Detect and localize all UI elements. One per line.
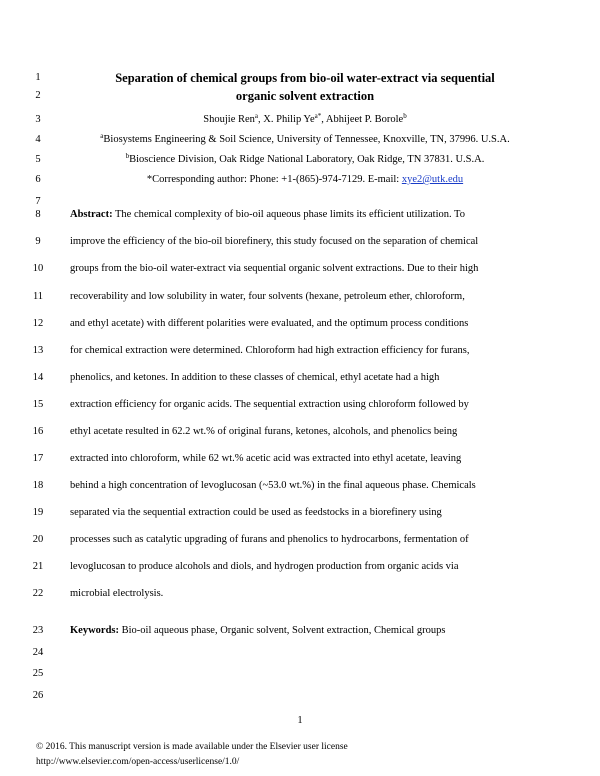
line-number: 24 [32,647,44,658]
abstract-line: improve the efficiency of the bio-oil biorefinery, this study focused on the separation of chemical [70,236,479,247]
line-number: 18 [32,480,44,491]
page-number: 1 [297,715,303,726]
author-name: Shoujie Ren [203,114,255,125]
abstract-line: extraction efficiency for organic acids. The sequential extraction using chloroform followed by [70,399,469,410]
line-number: 1 [35,72,41,83]
line-number: 22 [32,588,44,599]
line-number: 13 [32,345,44,356]
abstract-line: recoverability and low solubility in water, four solvents (hexane, petroleum ether, chloroform, [70,291,465,302]
line-number: 3 [35,114,41,125]
abstract-line: Abstract: The chemical complexity of bio-oil aqueous phase limits its efficient utilization. To [70,209,465,220]
affiliation-marker: b [403,112,407,120]
abstract-line: ethyl acetate resulted in 62.2 wt.% of original furans, ketones, alcohols, and phenolics being [70,426,458,437]
abstract-line: microbial electrolysis. [70,588,164,599]
abstract-line: levoglucosan to produce alcohols and diols, and hydrogen production from organic acids via [70,561,459,572]
line-number: 21 [32,561,44,572]
license-url[interactable]: http://www.elsevier.com/open-access/userlicense/1.0/ [36,757,240,767]
email-link[interactable]: xye2@utk.edu [401,174,464,185]
affiliation-b: $^b$Bioscience Division, Oak Ridge National Laboratory, Oak Ridge, TN 37831. U.S.A. [125,152,485,165]
affiliation-a: $^a$Biosystems Engineering & Soil Science, University of Tennessee, Knoxville, TN, 37996. U.S.A. [100,132,510,145]
abstract-line: separated via the sequential extraction could be used as feedstocks in a biorefinery using [70,507,442,518]
line-number: 14 [32,372,44,383]
author-list [70,114,540,126]
abstract-line: processes such as catalytic upgrading of furans and phenolics to hydrocarbons, fermentation of [70,534,469,545]
line-number: 10 [32,263,44,274]
line-number: 23 [32,625,44,636]
affiliation-marker: a* [314,112,322,120]
paper-title-line-1: Separation of chemical groups from bio-oil water-extract via sequential [115,71,495,85]
line-number: 8 [35,209,41,220]
line-number: 26 [32,690,44,701]
keywords-line: Keywords: Bio-oil aqueous phase, Organic solvent, Solvent extraction, Chemical groups [70,625,446,636]
abstract-line: for chemical extraction were determined. Chloroform had high extraction efficiency for furans, [70,345,470,356]
corresponding-author: *Corresponding author: Phone: +1-(865)-974-7129. E-mail: xye2@utk.edu [146,174,464,185]
abstract-label: Abstract: [70,209,113,220]
abstract-line: phenolics, and ketones. In addition to these classes of chemical, ethyl acetate had a high [70,372,440,383]
line-number: 20 [32,534,44,545]
author-name: , Abhijeet P. Borole [321,114,404,125]
line-number: 12 [32,318,44,329]
line-number: 19 [32,507,44,518]
abstract-line: behind a high concentration of levoglucosan (~53.0 wt.%) in the final aqueous phase. Chemicals [70,480,476,491]
line-number: 4 [35,134,41,145]
line-number: 9 [35,236,41,247]
line-number: 16 [32,426,44,437]
affiliation-marker: a [254,112,259,120]
line-number: 5 [35,154,41,165]
line-number: 11 [32,291,44,302]
paper-title-line-2: organic solvent extraction [235,89,375,103]
line-number: 25 [32,668,44,679]
abstract-line: groups from the bio-oil water-extract via sequential organic solvent extractions. Due to their high [70,263,479,274]
abstract-line: extracted into chloroform, while 62 wt.% acetic acid was extracted into ethyl acetate, leaving [70,453,462,464]
line-number: 2 [35,90,41,101]
line-number: 6 [35,174,41,185]
line-number: 7 [35,196,41,207]
keywords-label: Keywords: [70,625,119,636]
line-number: 17 [32,453,44,464]
license-notice: © 2016. This manuscript version is made available under the Elsevier user license [36,742,348,752]
line-number: 15 [32,399,44,410]
abstract-line: and ethyl acetate) with different polarities were evaluated, and the optimum process conditions [70,318,469,329]
author-name: , X. Philip Ye [258,114,315,125]
